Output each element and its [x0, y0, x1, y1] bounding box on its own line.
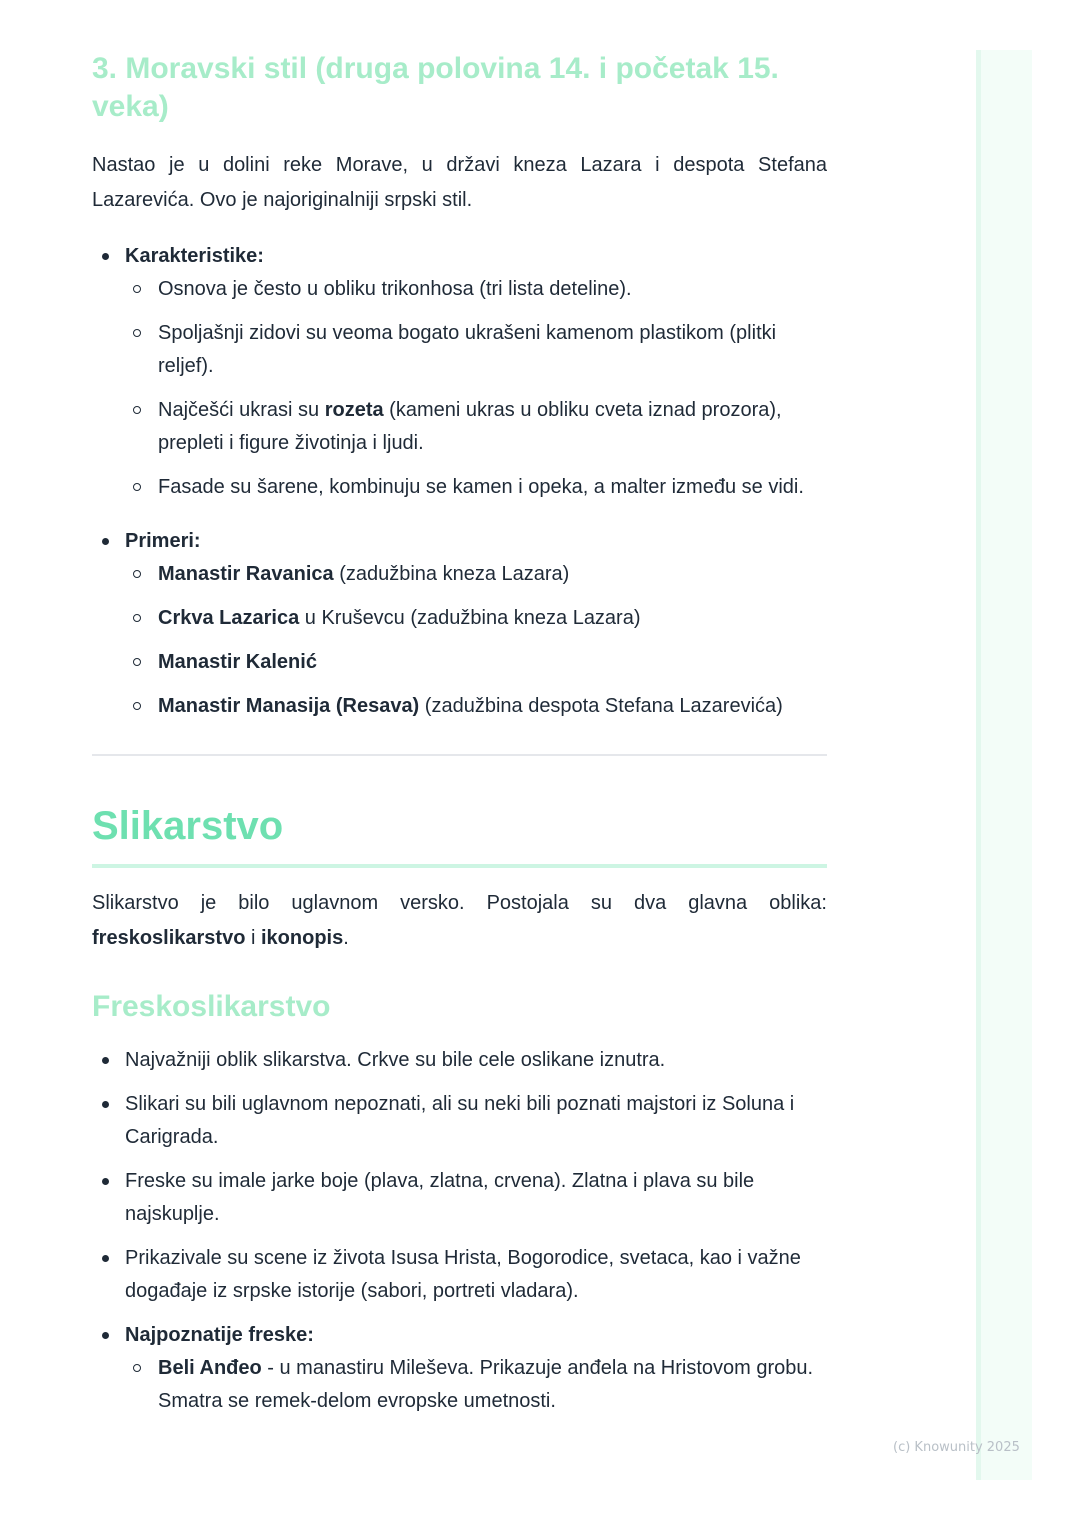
list-item: Manastir Manasija (Resava) (zadužbina despota Stefana Lazarevića) — [125, 690, 827, 723]
list-item: Freske su imale jarke boje (plava, zlatna, crvena). Zlatna i plava su bile najskuplje. — [92, 1165, 827, 1231]
list-item-characteristics — [92, 240, 827, 504]
copyright-footer: (c) Knowunity 2025 — [893, 1440, 1020, 1455]
list-item: Fasade su šarene, kombinuju se kamen i opeka, a malter između se vidi. — [125, 471, 827, 504]
side-accent-bar — [976, 50, 981, 1480]
characteristics-sublist — [125, 273, 827, 504]
list-item: Beli Anđeo - u manastiru Mileševa. Prikazuje anđela na Hristovom grobu. Smatra se remek-delom evropske umetnosti. — [125, 1352, 827, 1418]
list-item: Slikari su bili uglavnom nepoznati, ali su neki bili poznati majstori iz Soluna i Carigrada. — [92, 1088, 827, 1154]
document-content — [92, 50, 827, 1418]
famous-frescoes-label: Najpoznatije freske: — [125, 1324, 314, 1346]
famous-frescoes-sublist — [125, 1352, 827, 1418]
heading-underline — [92, 864, 827, 868]
list-item: Manastir Kalenić — [125, 646, 827, 679]
section-intro-paragraph: Nastao je u dolini reke Morave, u državi kneza Lazara i despota Stefana Lazarevića. Ovo je najoriginalniji srpski stil. — [92, 154, 827, 211]
examples-label: Primeri: — [125, 530, 201, 552]
list-item: Manastir Ravanica (zadužbina kneza Lazara) — [125, 558, 827, 591]
painting-intro-paragraph: Slikarstvo je bilo uglavnom versko. Postojala su dva glavna oblika: freskoslikarstvo i ikonopis. — [92, 892, 827, 949]
characteristics-label: Karakteristike: — [125, 245, 264, 267]
side-panel — [976, 50, 1032, 1480]
list-item-famous-frescoes — [92, 1319, 827, 1418]
heading-painting: Slikarstvo — [92, 804, 284, 848]
section-divider — [92, 754, 827, 756]
section-heading-moravian-style: 3. Moravski stil (druga polovina 14. i početak 15. veka) — [92, 52, 779, 123]
fresco-list — [92, 1044, 827, 1418]
list-item: Spoljašnji zidovi su veoma bogato ukrašeni kamenom plastikom (plitki reljef). — [125, 317, 827, 383]
heading-fresco: Freskoslikarstvo — [92, 990, 331, 1023]
list-item: Najčešći ukrasi su rozeta (kameni ukras u obliku cveta iznad prozora), prepleti i figure životinja i ljudi. — [125, 394, 827, 460]
list-item: Prikazivale su scene iz života Isusa Hrista, Bogorodice, svetaca, kao i važne događaje iz srpske istorije (sabori, portreti vladara). — [92, 1242, 827, 1308]
list-item: Osnova je često u obliku trikonhosa (tri lista deteline). — [125, 273, 827, 306]
characteristics-list — [92, 240, 827, 723]
examples-sublist — [125, 558, 827, 723]
list-item: Crkva Lazarica u Kruševcu (zadužbina kneza Lazara) — [125, 602, 827, 635]
list-item: Najvažniji oblik slikarstva. Crkve su bile cele oslikane iznutra. — [92, 1044, 827, 1077]
list-item-examples — [92, 525, 827, 723]
